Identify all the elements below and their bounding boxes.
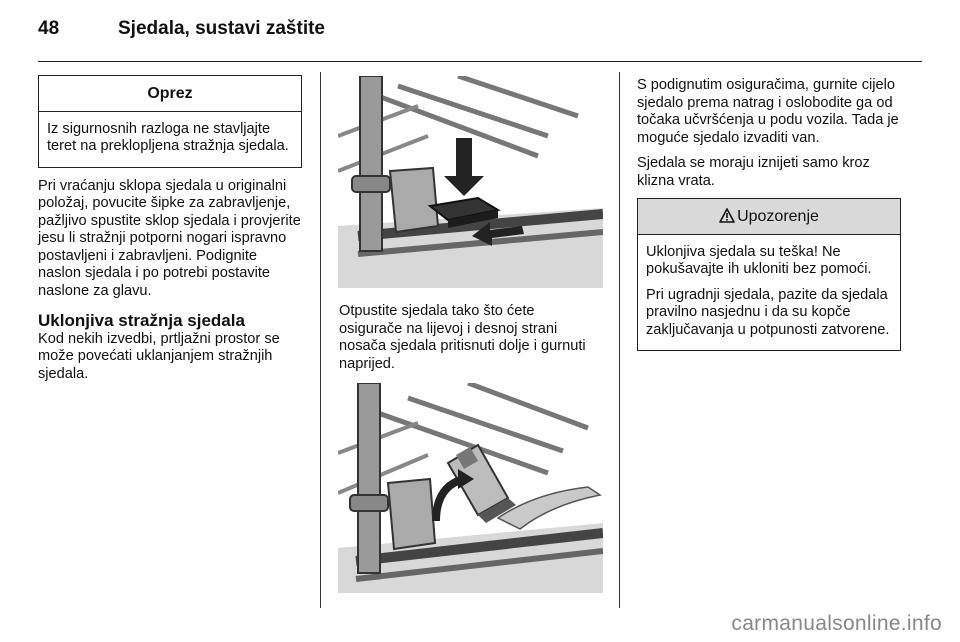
seat-latch-press-illustration xyxy=(338,76,603,288)
warning-paragraph-1: Uklonjiva sjedala su teška! Ne pokušavajte ih ukloniti bez pomoći. xyxy=(646,243,872,277)
warning-paragraph-2: Pri ugradnji sjedala, pazite da sjedala pravilno nasjednu i da su kopče zaključavanja u potpunosti zatvorene. xyxy=(646,286,890,338)
seat-latch-release-illustration xyxy=(338,383,603,593)
right-paragraph-2: Sjedala se moraju iznijeti samo kroz klizna vrata. xyxy=(637,155,870,189)
caution-box xyxy=(38,75,302,168)
warning-body xyxy=(638,235,900,351)
page-number: 48 xyxy=(38,18,60,39)
page-title: Sjedala, sustavi zaštite xyxy=(118,18,325,39)
caution-title: Oprez xyxy=(39,76,301,112)
header-rule xyxy=(38,61,922,62)
right-paragraph-1: S podignutim osiguračima, gurnite cijelo sjedalo prema natrag i oslobodite ga od točaka učvršćenja u podu vozila. Tada je moguće sjedalo izvaditi van. xyxy=(637,77,899,146)
page-header xyxy=(38,18,325,40)
right-column xyxy=(637,77,901,351)
middle-column xyxy=(339,303,601,381)
warning-title: Upozorenje xyxy=(737,208,819,225)
left-column xyxy=(38,75,302,391)
left-paragraph-2: Kod nekih izvedbi, prtljažni prostor se može povećati uklanjanjem stražnjih sjedala. xyxy=(38,330,280,382)
column-divider-right xyxy=(619,72,620,608)
left-paragraph-1: Pri vraćanju sklopa sjedala u originalni položaj, povucite šipke za zabravljenje, pažljivo spustite sklop sjedala i provjerite jesu li stražnji potporni nogari ispravno postavljeni i zabravljeni. Podignite naslon sjedala i po potrebi postavite naslone za glavu. xyxy=(38,177,301,299)
caution-text: Iz sigurnosnih razloga ne stavljajte teret na preklopljena stražnja sjedala. xyxy=(47,120,289,154)
warning-triangle-icon xyxy=(719,208,735,223)
column-divider-left xyxy=(320,72,321,608)
warning-box xyxy=(637,198,901,351)
section-heading: Uklonjiva stražnja sjedala xyxy=(38,311,245,330)
warning-header xyxy=(638,199,900,235)
caution-body xyxy=(39,112,301,167)
middle-caption: Otpustite sjedala tako što ćete osigurače na lijevoj i desnoj strani nosača sjedala pritisnuti dolje i gurnuti naprijed. xyxy=(339,303,586,372)
watermark: carmanualsonline.info xyxy=(731,612,942,635)
